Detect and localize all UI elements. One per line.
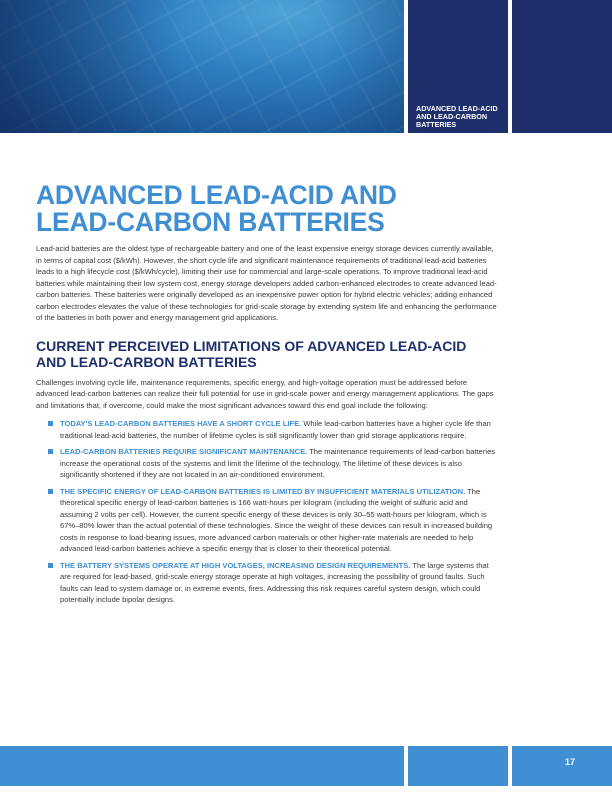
list-item [36,446,500,481]
header-right-block [512,0,612,133]
header-photo-shade [0,0,404,133]
bullet-text: The large systems that are required for lead-based, grid-scale energy storage operate at high voltages, increasing the possibility of ground faults. Such faults can lead to system damage or, in extreme events, fires. Addressing this risk requires careful system design, which could potentially include bipolar designs. [60,560,489,604]
section-label: ADVANCED LEAD-ACID AND LEAD-CARBON BATTERIES [416,104,498,129]
page-title-line-1: ADVANCED LEAD-ACID AND [36,180,397,210]
footer-bar-middle [408,746,508,786]
square-bullet-icon [48,421,53,426]
square-bullet-icon [48,563,53,568]
list-item [36,418,500,441]
bullet-text: The theoretical specific energy of lead-carbon batteries is 166 watt-hours per kilogram (including the weight of sulfuric acid and assuming 2 volts per cell). However, the current specific energy of these devices is only 30–55 watt-hours per kilogram, which is 67%–80% lower than the actual potential of these technologies. Since the weight of these devices can result in increased building costs in response to load-bearing issues, more advanced carbon materials or other higher-rate materials are needed to help advanced lead-carbon batteries achieve a specific energy that is closer to their theoretical potential. [60,486,493,553]
page-content [36,182,500,611]
limitations-list [36,418,500,606]
limitations-heading [36,338,500,370]
bullet-text: The maintenance requirements of lead-carbon batteries increase the operational costs of the systems and limit the lifetime of the technology. The lifetime of these devices is also significantly shortened if they are not located in an air-conditioned environment. [60,447,496,479]
list-item [36,560,500,606]
bullet-lead: THE BATTERY SYSTEMS OPERATE AT HIGH VOLTAGES, INCREASING DESIGN REQUIREMENTS. [60,560,411,570]
limitations-paragraph: Challenges involving cycle life, maintenance requirements, specific energy, and high-voltage operation must be addressed before advanced lead-carbon batteries can realize their full potential for use in grid-scale power and energy management applications. The gaps and limitations that, if overcome, could make the most significant advances toward this end goal include the following: [36,377,494,410]
limitations-heading-line-1: CURRENT PERCEIVED LIMITATIONS OF ADVANCED LEAD-ACID [36,337,467,354]
footer-bar-right [512,746,612,786]
intro-paragraph: Lead-acid batteries are the oldest type of rechargeable battery and one of the least expensive energy storage devices currently available, in terms of capital cost ($/kWh). However, the short cycle life and significant maintenance requirements of traditional lead-acid batteries leads to a high lifecycle cost ($/kWh/cycle), limiting their use for commercial and large-scale operations. To improve traditional lead-acid batteries while maintaining their low system cost, energy storage developers added carbon-enhanced electrodes to create advanced lead-carbon batteries. These batteries were originally developed as an inexpensive power option for hybrid electric vehicles; adding enhanced carbon electrodes elevates the value of these technologies for grid-scale storage by extending system life and enhancing the performance of the batteries in both power and energy management grid applications. [36,244,497,322]
bullet-text: While lead-carbon batteries have a higher cycle life than traditional lead-acid batteries, the number of lifetime cycles is still significantly lower than grid storage applications require. [60,419,491,440]
limitations-heading-line-2: AND LEAD-CARBON BATTERIES [36,353,257,370]
bullet-lead: TODAY'S LEAD-CARBON BATTERIES HAVE A SHORT CYCLE LIFE. [60,419,302,428]
square-bullet-icon [48,449,53,454]
bullet-lead: THE SPECIFIC ENERGY OF LEAD-CARBON BATTERIES IS LIMITED BY INSUFFICIENT MATERIALS UTILIZATION. [60,486,466,496]
square-bullet-icon [48,489,53,494]
bullet-lead: LEAD-CARBON BATTERIES REQUIRE SIGNIFICANT MAINTENANCE. [60,447,308,456]
footer-bar-left [0,746,404,786]
page-title-line-2: LEAD-CARBON BATTERIES [36,207,385,237]
list-item [36,486,500,555]
page-title [36,182,500,236]
page-number: 17 [565,757,576,767]
